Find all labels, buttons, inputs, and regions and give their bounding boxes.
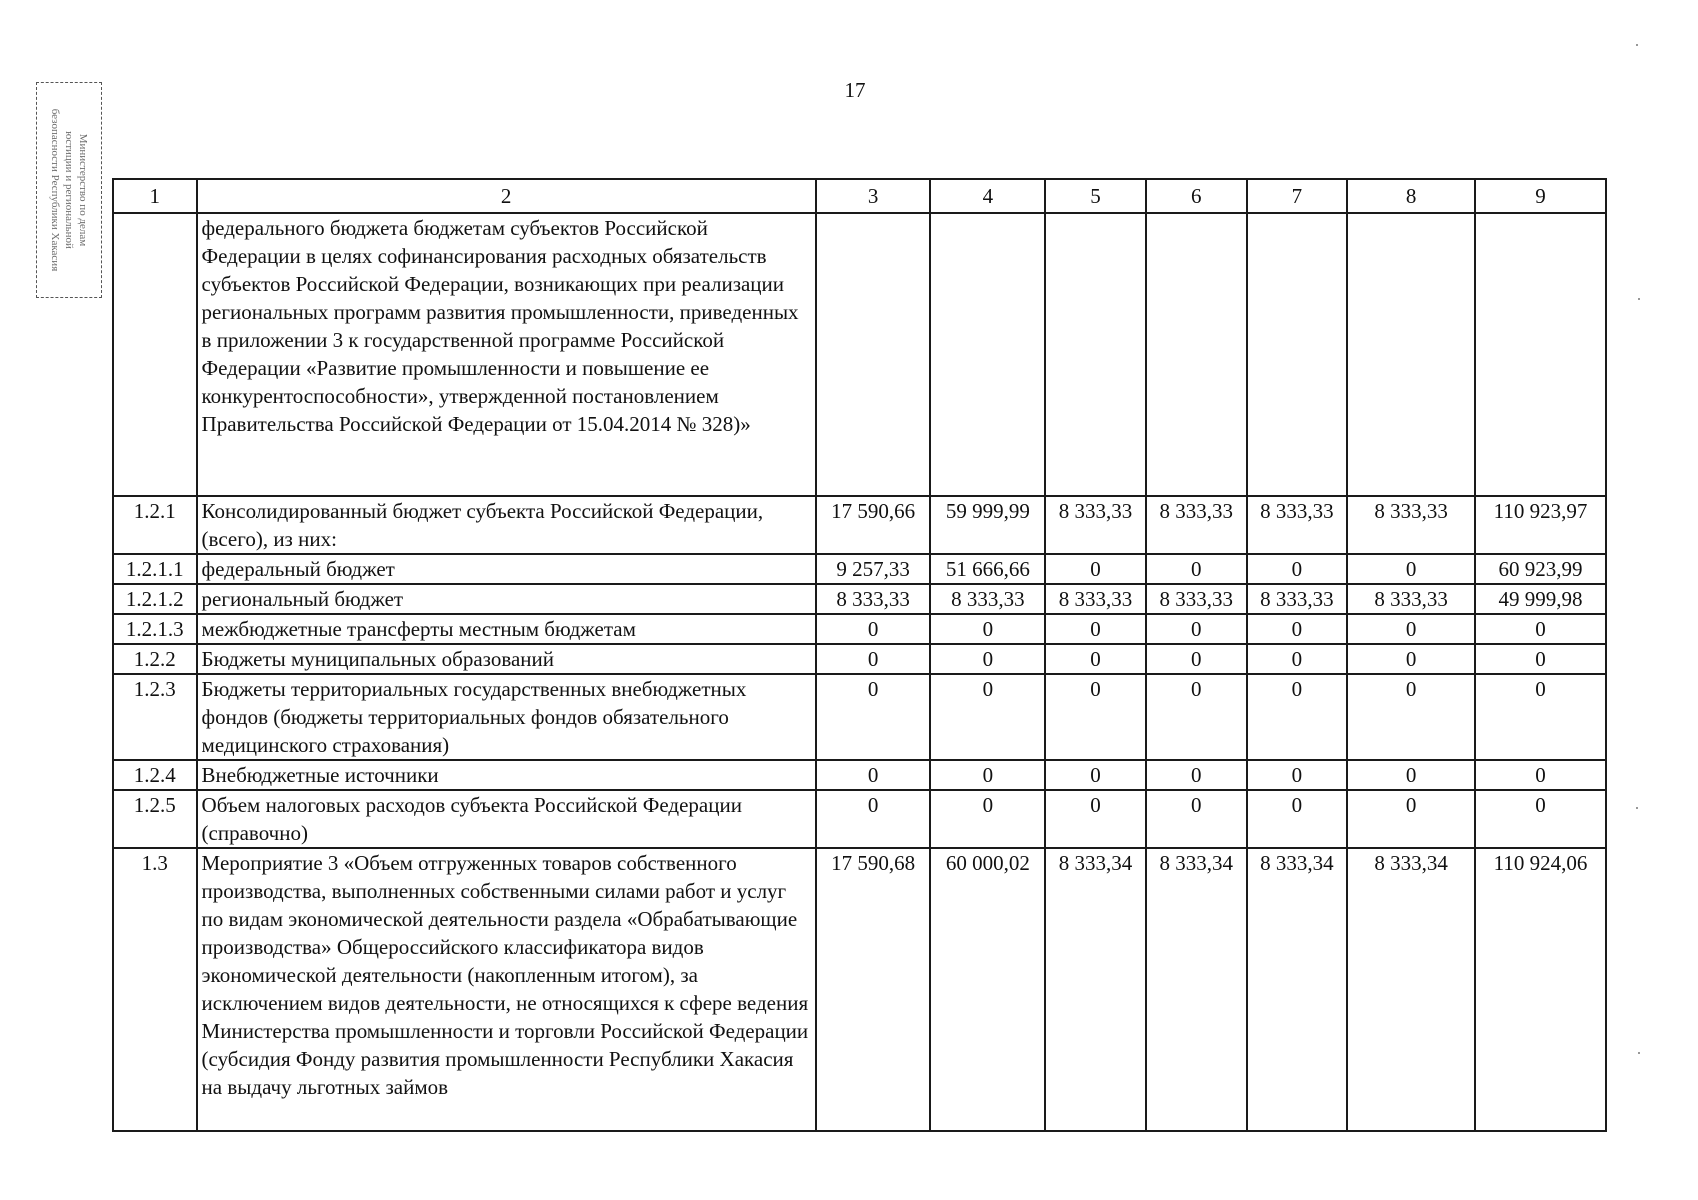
column-header: 8: [1347, 179, 1475, 213]
value-cell: 0: [1146, 644, 1247, 674]
value-cell: 0: [930, 674, 1045, 760]
value-cell: 8 333,34: [1045, 848, 1146, 1131]
value-cell: 9 257,33: [816, 554, 931, 584]
table-row: [113, 790, 1606, 848]
value-cell: 0: [1045, 674, 1146, 760]
table-row: [113, 614, 1606, 644]
value-cell: 0: [1146, 554, 1247, 584]
table-row: [113, 644, 1606, 674]
value-cell: 8 333,33: [930, 584, 1045, 614]
value-cell: 8 333,34: [1247, 848, 1348, 1131]
value-cell: 0: [1045, 554, 1146, 584]
value-cell: 0: [816, 790, 931, 848]
column-header: 6: [1146, 179, 1247, 213]
value-cell: 0: [1247, 614, 1348, 644]
value-cell: 60 000,02: [930, 848, 1045, 1131]
row-description: Объем налоговых расходов субъекта Российской Федерации (справочно): [197, 790, 816, 848]
row-number: 1.2.5: [113, 790, 197, 848]
value-cell: 0: [1146, 674, 1247, 760]
value-cell: 8 333,33: [1347, 584, 1475, 614]
row-description: Мероприятие 3 «Объем отгруженных товаров собственного производства, выполненных собственными силами работ и услуг по видам экономической деятельности раздела «Обрабатывающие производства» Общероссийского классификатора видов экономической деятельности (накопленным итогом), за исключением видов деятельности, не относящихся к сфере ведения Министерства промышленности и торговли Российской Федерации (субсидия Фонду развития промышленности Республики Хакасия на выдачу льготных займов: [197, 848, 816, 1131]
row-description: межбюджетные трансферты местным бюджетам: [197, 614, 816, 644]
value-cell: 51 666,66: [930, 554, 1045, 584]
table-row: [113, 496, 1606, 554]
value-cell: [1475, 213, 1606, 496]
column-header: 2: [197, 179, 816, 213]
value-cell: 0: [930, 790, 1045, 848]
value-cell: 8 333,33: [1247, 496, 1348, 554]
value-cell: 0: [816, 644, 931, 674]
row-number: 1.2.1: [113, 496, 197, 554]
value-cell: 0: [1247, 554, 1348, 584]
value-cell: [816, 213, 931, 496]
row-description: Бюджеты муниципальных образований: [197, 644, 816, 674]
table-row: [113, 674, 1606, 760]
table-row: [113, 848, 1606, 1131]
value-cell: 0: [1347, 760, 1475, 790]
value-cell: 8 333,33: [1045, 584, 1146, 614]
value-cell: 0: [1475, 614, 1606, 644]
value-cell: 110 923,97: [1475, 496, 1606, 554]
row-description: федерального бюджета бюджетам субъектов Российской Федерации в целях софинансирования расходных обязательств субъектов Российской Федерации, возникающих при реализации региональных программ развития промышленности, приведенных в приложении 3 к государственной программе Российской Федерации «Развитие промышленности и повышение ее конкурентоспособности», утвержденной постановлением Правительства Российской Федерации от 15.04.2014 № 328)»: [197, 213, 816, 496]
value-cell: 110 924,06: [1475, 848, 1606, 1131]
value-cell: 17 590,66: [816, 496, 931, 554]
table-row: [113, 584, 1606, 614]
table-header-row: [113, 179, 1606, 213]
value-cell: 0: [1247, 644, 1348, 674]
budget-table: [112, 178, 1607, 1132]
value-cell: 8 333,34: [1347, 848, 1475, 1131]
row-number: 1.2.4: [113, 760, 197, 790]
value-cell: 17 590,68: [816, 848, 931, 1131]
value-cell: 0: [1146, 790, 1247, 848]
row-number: 1.2.2: [113, 644, 197, 674]
value-cell: 0: [1347, 554, 1475, 584]
row-description: федеральный бюджет: [197, 554, 816, 584]
row-number: 1.2.1.1: [113, 554, 197, 584]
column-header: 4: [930, 179, 1045, 213]
scan-speck: [1636, 44, 1638, 46]
column-header: 7: [1247, 179, 1348, 213]
value-cell: 59 999,99: [930, 496, 1045, 554]
value-cell: 0: [816, 614, 931, 644]
value-cell: 0: [1146, 760, 1247, 790]
column-header: 3: [816, 179, 931, 213]
value-cell: 49 999,98: [1475, 584, 1606, 614]
scan-speck: [1638, 1052, 1640, 1054]
value-cell: 0: [930, 760, 1045, 790]
row-number: 1.2.1.3: [113, 614, 197, 644]
value-cell: [1045, 213, 1146, 496]
value-cell: 0: [816, 760, 931, 790]
value-cell: 0: [1247, 790, 1348, 848]
value-cell: 0: [1146, 614, 1247, 644]
value-cell: 0: [1045, 614, 1146, 644]
value-cell: 0: [930, 644, 1045, 674]
column-header: 9: [1475, 179, 1606, 213]
value-cell: 0: [1045, 790, 1146, 848]
table-row: [113, 213, 1606, 496]
value-cell: 0: [1347, 614, 1475, 644]
row-description: Бюджеты территориальных государственных внебюджетных фондов (бюджеты территориальных фондов обязательного медицинского страхования): [197, 674, 816, 760]
row-number: 1.3: [113, 848, 197, 1131]
value-cell: 8 333,33: [1247, 584, 1348, 614]
column-header: 1: [113, 179, 197, 213]
value-cell: 0: [1247, 674, 1348, 760]
page-number: 17: [844, 78, 866, 102]
row-description: Внебюджетные источники: [197, 760, 816, 790]
value-cell: 0: [1247, 760, 1348, 790]
row-number: 1.2.1.2: [113, 584, 197, 614]
value-cell: 0: [1475, 760, 1606, 790]
value-cell: 8 333,33: [1146, 496, 1247, 554]
value-cell: 8 333,33: [1146, 584, 1247, 614]
value-cell: 0: [1475, 644, 1606, 674]
row-number: 1.2.3: [113, 674, 197, 760]
table-row: [113, 760, 1606, 790]
value-cell: 0: [1475, 790, 1606, 848]
value-cell: 0: [1347, 790, 1475, 848]
stamp-text: Министерство по делам юстиции и региональной безопасности Республики Хакасия: [49, 108, 89, 272]
table-row: [113, 554, 1606, 584]
value-cell: [1247, 213, 1348, 496]
value-cell: 0: [1347, 674, 1475, 760]
value-cell: 8 333,33: [1347, 496, 1475, 554]
scan-speck: [1636, 807, 1638, 809]
value-cell: [930, 213, 1045, 496]
value-cell: 0: [1045, 644, 1146, 674]
value-cell: 0: [930, 614, 1045, 644]
value-cell: 8 333,33: [816, 584, 931, 614]
scan-speck: [1638, 298, 1640, 300]
value-cell: 60 923,99: [1475, 554, 1606, 584]
row-description: Консолидированный бюджет субъекта Российской Федерации, (всего), из них:: [197, 496, 816, 554]
value-cell: 0: [1045, 760, 1146, 790]
registration-stamp: [36, 82, 102, 298]
value-cell: 0: [1475, 674, 1606, 760]
value-cell: 8 333,34: [1146, 848, 1247, 1131]
value-cell: 0: [1347, 644, 1475, 674]
value-cell: [1146, 213, 1247, 496]
value-cell: 0: [816, 674, 931, 760]
column-header: 5: [1045, 179, 1146, 213]
value-cell: 8 333,33: [1045, 496, 1146, 554]
row-number: [113, 213, 197, 496]
value-cell: [1347, 213, 1475, 496]
row-description: региональный бюджет: [197, 584, 816, 614]
